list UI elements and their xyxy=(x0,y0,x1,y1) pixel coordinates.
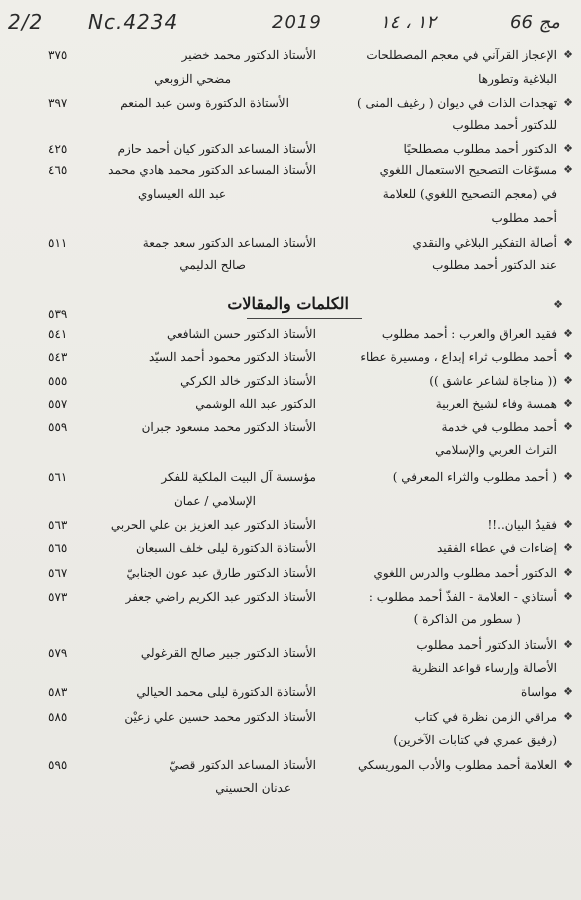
toc-entry xyxy=(0,470,581,490)
entry-author: الأستاذ الدكتور محمد مسعود جبران xyxy=(141,420,316,434)
entry-author-line: عدنان الحسيني xyxy=(215,781,291,795)
entry-title-line: الأصالة وإرساء قواعد النظرية xyxy=(411,661,557,675)
entry-author: الأستاذ الدكتور حسن الشافعي xyxy=(166,327,316,341)
bullet-icon: ❖ xyxy=(563,48,573,61)
toc-entry xyxy=(0,48,581,68)
bullet-icon: ❖ xyxy=(563,710,573,723)
toc-entry xyxy=(0,96,581,116)
entry-author: الأستاذ الدكتور عبد العزيز بن علي الحربي xyxy=(110,518,316,532)
entry-title-line: عند الدكتور أحمد مطلوب xyxy=(432,258,557,272)
entry-author: الأستاذ الدكتور محمد حسين علي زعيْن xyxy=(124,710,316,724)
bullet-icon: ❖ xyxy=(563,758,573,771)
entry-page-number: ٣٧٥ xyxy=(48,48,68,62)
bullet-icon: ❖ xyxy=(563,518,573,531)
entry-title: مراقي الزمن نظرة في كتاب xyxy=(414,710,557,724)
entry-title: ( أحمد مطلوب والثراء المعرفي ) xyxy=(392,470,557,484)
entry-title: فقيد العراق والعرب : أحمد مطلوب xyxy=(381,327,557,341)
entry-page-number: ٥٤١ xyxy=(48,327,68,341)
entry-page-number: ٥٦٣ xyxy=(48,518,68,532)
bullet-icon: ❖ xyxy=(563,420,573,433)
bullet-icon: ❖ xyxy=(563,327,573,340)
entry-author: الدكتور عبد الله الوشمي xyxy=(195,397,316,411)
entry-author: الأستاذ المساعد الدكتور محمد هادي محمد xyxy=(108,163,316,177)
entry-title: الأستاذ الدكتور أحمد مطلوب xyxy=(416,638,557,652)
bullet-icon: ❖ xyxy=(563,142,573,155)
entry-page-number: ٥٥٥ xyxy=(48,374,68,388)
entry-title-line: البلاغية وتطورها xyxy=(478,72,557,86)
entry-author-line: الإسلامي / عمان xyxy=(173,494,256,508)
entry-page-number: ٥٦٧ xyxy=(48,566,68,580)
entry-title: (( مناجاة لشاعر عاشق )) xyxy=(429,374,557,388)
handwritten-number: Nc.4234 xyxy=(88,10,179,34)
entry-author-line: عبد الله العيساوي xyxy=(137,187,226,201)
toc-entry xyxy=(0,685,581,705)
entry-page-number: ٥٦١ xyxy=(48,470,68,484)
entry-author: الأستاذة الدكتورة وسن عبد المنعم xyxy=(120,96,289,110)
entry-author: الأستاذ الدكتور محمد خضير xyxy=(181,48,316,62)
section-heading: الكلمات والمقالات xyxy=(227,294,349,313)
entry-page-number: ٥٧٩ xyxy=(48,646,68,660)
toc-entry xyxy=(0,710,581,730)
bullet-icon: ❖ xyxy=(563,236,573,249)
toc-entry xyxy=(0,566,581,586)
entry-author: الأستاذ الدكتور عبد الكريم راضي جعفر xyxy=(125,590,316,604)
entry-title: مسوّغات التصحيح الاستعمال اللغوي xyxy=(379,163,557,177)
heading-underline xyxy=(247,318,362,319)
bullet-icon: ❖ xyxy=(563,374,573,387)
bullet-icon: ❖ xyxy=(563,685,573,698)
entry-title: أحمد مطلوب في خدمة xyxy=(441,420,557,434)
entry-page-number: ٥٧٣ xyxy=(48,590,68,604)
entry-page-number: ٤٦٥ xyxy=(48,163,68,177)
entry-title: الدكتور أحمد مطلوب والدرس اللغوي xyxy=(373,566,557,580)
entry-author: الأستاذ الدكتور طارق عبد عون الجنابيّ xyxy=(126,566,316,580)
bullet-icon: ❖ xyxy=(563,96,573,109)
entry-page-number: ٥١١ xyxy=(48,236,68,250)
entry-title: أحمد مطلوب ثراء إبداع ، ومسيرة عطاء xyxy=(360,350,557,364)
entry-title: العلامة أحمد مطلوب والأدب الموريسكي xyxy=(358,758,557,772)
entry-title-line: للدكتور أحمد مطلوب xyxy=(452,118,557,132)
entry-title-line: في (معجم التصحيح اللغوي) للعلامة xyxy=(382,187,557,201)
toc-entry xyxy=(0,590,581,610)
toc-entry xyxy=(0,142,581,162)
entry-author: الأستاذ الدكتور خالد الكركي xyxy=(180,374,316,388)
bullet-icon: ❖ xyxy=(563,566,573,579)
entry-page-number: ٥٩٥ xyxy=(48,758,68,772)
entry-title: إضاءات في عطاء الفقيد xyxy=(437,541,557,555)
entry-title: مواساة xyxy=(521,685,557,699)
entry-title-line: أحمد مطلوب xyxy=(491,211,557,225)
handwritten-fraction: 2/2 xyxy=(8,10,44,34)
entry-title: أستاذي - العلامة - الفذّ أحمد مطلوب : xyxy=(368,590,557,604)
toc-entry xyxy=(0,350,581,370)
section-page-number: ٥٣٩ xyxy=(48,307,68,321)
entry-author: الأستاذ المساعد الدكتور كيان أحمد حازم xyxy=(117,142,316,156)
bullet-icon: ❖ xyxy=(563,397,573,410)
entry-author: مؤسسة آل البيت الملكية للفكر xyxy=(161,470,316,484)
toc-entry xyxy=(0,638,581,658)
entry-title: فقيدُ البيان..!! xyxy=(487,518,557,532)
toc-entry xyxy=(0,236,581,256)
bullet-icon: ❖ xyxy=(563,163,573,176)
toc-entry xyxy=(0,518,581,538)
entry-title-line: التراث العربي والإسلامي xyxy=(435,443,557,457)
entry-author-line: صالح الدليمي xyxy=(179,258,246,272)
entry-page-number: ٥٨٣ xyxy=(48,685,68,699)
entry-author: الأستاذة الدكتورة ليلى خلف السبعان xyxy=(136,541,316,555)
entry-title: أصالة التفكير البلاغي والنقدي xyxy=(412,236,557,250)
entry-title-line: (رفيق عمري في كتابات الآخرين) xyxy=(393,733,557,747)
entry-title: تهجدات الذات في ديوان ( رغيف المنى ) xyxy=(357,96,557,110)
entry-page-number: ٥٦٥ xyxy=(48,541,68,555)
toc-entry xyxy=(0,374,581,394)
entry-author: الأستاذ المساعد الدكتور سعد جمعة xyxy=(142,236,316,250)
entry-page-number: ٥٨٥ xyxy=(48,710,68,724)
toc-entry xyxy=(0,327,581,347)
toc-entry xyxy=(0,758,581,778)
toc-entry xyxy=(0,420,581,440)
entry-page-number: ٥٤٣ xyxy=(48,350,68,364)
entry-title: الدكتور أحمد مطلوب مصطلحيًا xyxy=(403,142,557,156)
bullet-icon: ❖ xyxy=(563,470,573,483)
entry-title: الإعجاز القرآني في معجم المصطلحات xyxy=(366,48,557,62)
entry-title-line: ( سطور من الذاكرة ) xyxy=(413,612,521,626)
entry-title: همسة وفاء لشيخ العربية xyxy=(435,397,557,411)
entry-author: الأستاذة الدكتورة ليلى محمد الحيالي xyxy=(136,685,316,699)
toc-entry xyxy=(0,163,581,183)
entry-page-number: ٥٥٧ xyxy=(48,397,68,411)
bullet-icon: ❖ xyxy=(563,638,573,651)
entry-page-number: ٥٥٩ xyxy=(48,420,68,434)
entry-author-line: مضحي الزوبعي xyxy=(154,72,231,86)
entry-author: الأستاذ الدكتور محمود أحمد السيّد xyxy=(149,350,316,364)
entry-page-number: ٤٢٥ xyxy=(48,142,68,156)
bullet-icon: ❖ xyxy=(563,590,573,603)
handwritten-year: 2019 xyxy=(272,12,322,33)
bullet-icon: ❖ xyxy=(563,541,573,554)
entry-author: الأستاذ الدكتور جبير صالح القرغولي xyxy=(140,646,316,660)
toc-entry xyxy=(0,541,581,561)
bullet-icon: ❖ xyxy=(563,350,573,363)
handwritten-volume: مج 66 xyxy=(510,12,560,33)
entry-page-number: ٣٩٧ xyxy=(48,96,68,110)
bullet-icon: ❖ xyxy=(553,298,563,311)
handwritten-code: ١٢ ، ١٤ xyxy=(380,12,436,33)
toc-entry xyxy=(0,397,581,417)
entry-author: الأستاذ المساعد الدكتور قصيّ xyxy=(169,758,316,772)
